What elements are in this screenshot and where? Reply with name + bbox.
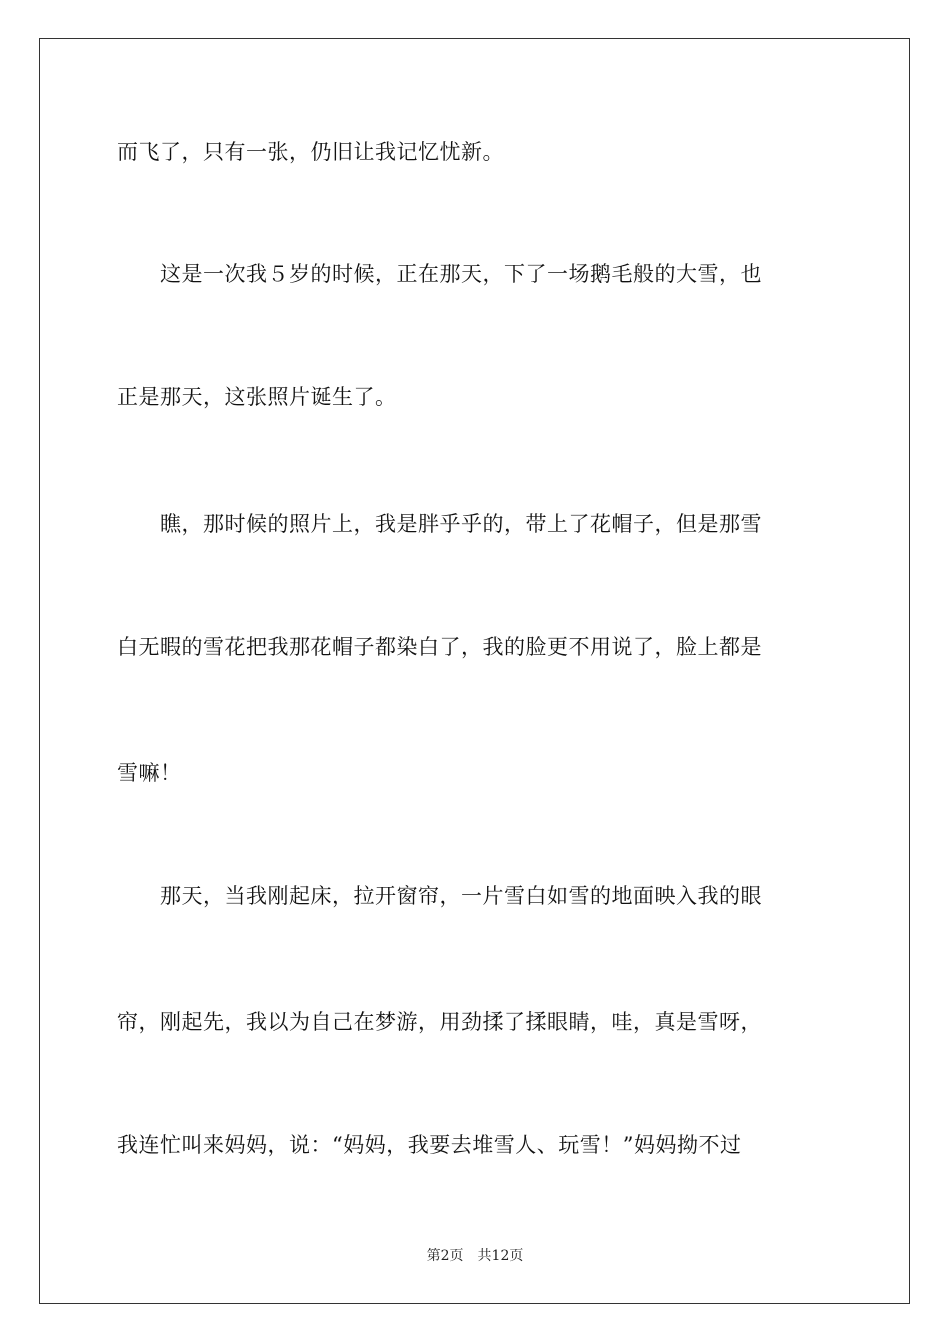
text-line-7: 那天，当我刚起床，拉开窗帘，一片雪白如雪的地面映入我的眼 bbox=[117, 884, 762, 908]
page-footer bbox=[0, 1246, 950, 1266]
text-line-8: 帘，刚起先，我以为自己在梦游，用劲揉了揉眼睛，哇，真是雪呀， bbox=[117, 1010, 762, 1034]
text-line-6: 雪嘛！ bbox=[117, 761, 182, 785]
page-number-current: 第2页 bbox=[426, 1248, 464, 1264]
text-line-3: 正是那天，这张照片诞生了。 bbox=[117, 385, 397, 409]
text-line-9: 我连忙叫来妈妈，说：“妈妈，我要去堆雪人、玩雪！”妈妈拗不过 bbox=[117, 1133, 742, 1157]
text-line-1: 而飞了，只有一张，仍旧让我记忆忧新。 bbox=[117, 140, 504, 164]
text-line-2: 这是一次我５岁的时候，正在那天，下了一场鹅毛般的大雪，也 bbox=[117, 262, 762, 286]
text-line-5: 白无暇的雪花把我那花帽子都染白了，我的脸更不用说了，脸上都是 bbox=[117, 635, 762, 659]
page-number-total: 共12页 bbox=[477, 1248, 524, 1264]
text-line-4: 瞧，那时候的照片上，我是胖乎乎的，带上了花帽子，但是那雪 bbox=[117, 512, 762, 536]
page-border bbox=[39, 38, 910, 1304]
